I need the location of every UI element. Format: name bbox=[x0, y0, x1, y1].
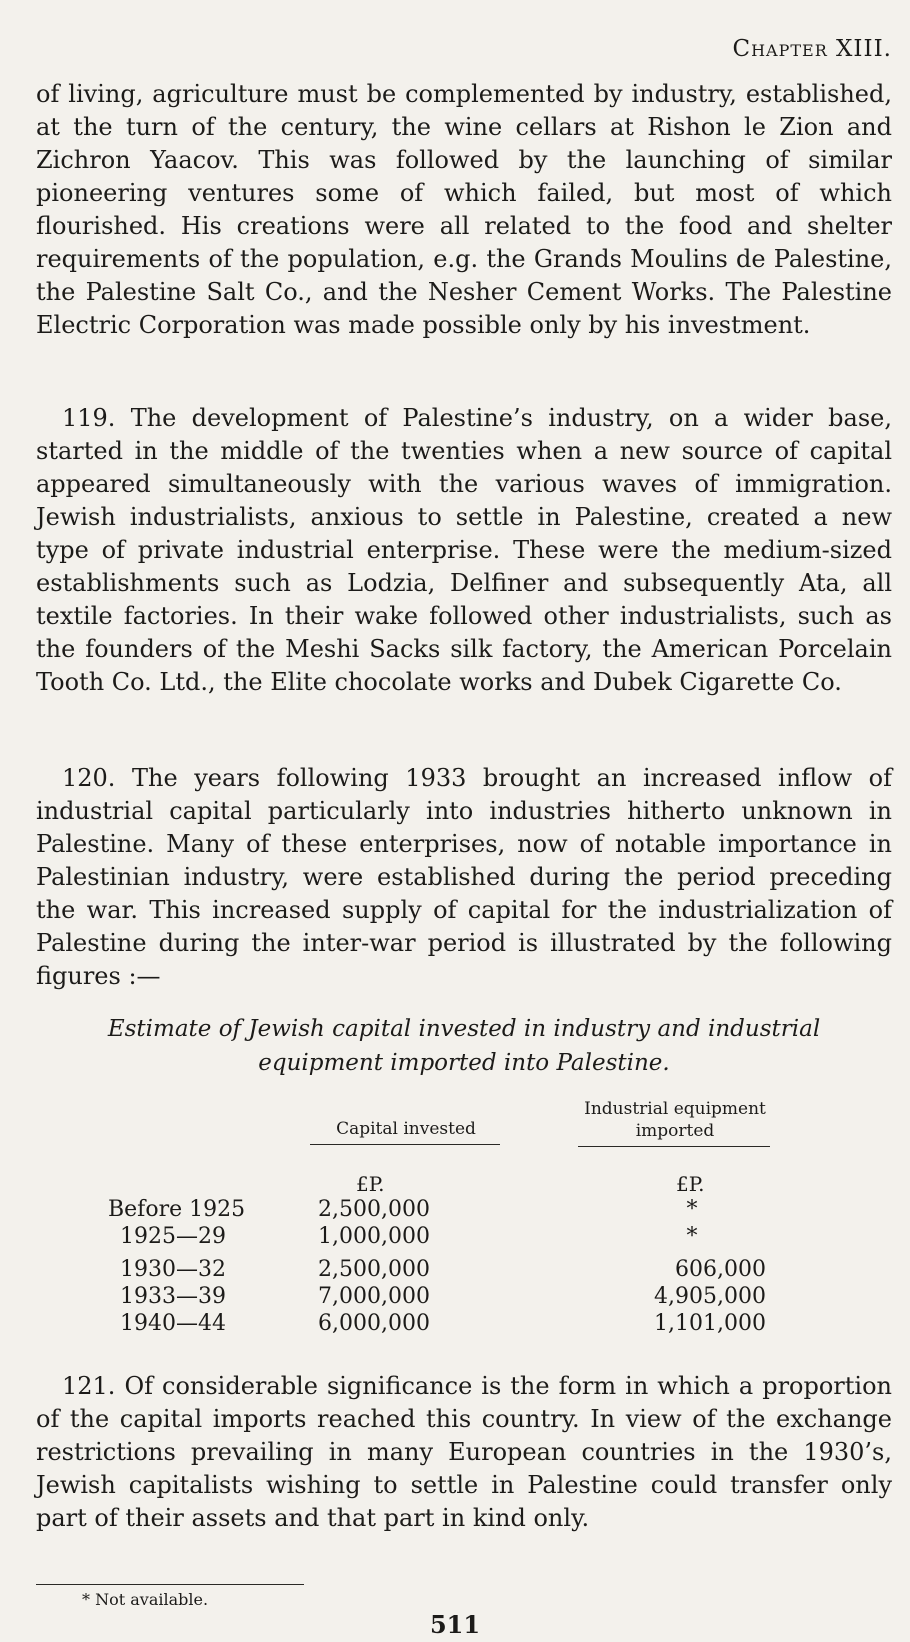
row-equipment: 606,000 bbox=[675, 1257, 766, 1282]
footnote: * Not available. bbox=[82, 1590, 209, 1609]
row-equipment: * bbox=[686, 1224, 698, 1249]
chapter-header: Chapter XIII. bbox=[732, 36, 892, 62]
column-header-capital: Capital invested bbox=[336, 1119, 476, 1139]
row-capital: 2,500,000 bbox=[318, 1197, 430, 1222]
row-equipment: 4,905,000 bbox=[654, 1284, 766, 1309]
column-rule-capital bbox=[310, 1144, 500, 1145]
paragraph-continued: of living, agriculture must be complemented by industry, established, at the turn of the century, the wine cellars at Rishon le Zion and Zichron Yaacov. This was followed by the launching of similar pioneering ventures some of which failed, but most of which flourished. His creations were all related to the food and shelter requirements of the population, e.g. the Grands Moulins de Palestine, the Palestine Salt Co., and the Nesher Cement Works. The Palestine Electric Corporation was made possible only by his investment. bbox=[36, 80, 892, 339]
row-period: Before 1925 bbox=[108, 1197, 246, 1222]
paragraph-121: 121. Of considerable significance is the form in which a proportion of the capital imports reached this country. In view of the exchange restrictions prevailing in many European countries in the 1930’s, Jewish capitalists wishing to settle in Palestine could transfer only part of their assets and that part in kind only. bbox=[36, 1372, 892, 1532]
page-number: 511 bbox=[429, 1610, 481, 1639]
column-header-equipment-line-1: Industrial equipment bbox=[584, 1099, 766, 1119]
row-period: 1940—44 bbox=[120, 1311, 226, 1336]
paragraph-120: 120. The years following 1933 brought an increased inflow of industrial capital particularly into industries hitherto unknown in Palestine. Many of these enterprises, now of notable importance in Palestinian industry, were established during the period preceding the war. This increased supply of capital for the industrialization of Palestine during the inter-war period is illustrated by the following figures :— bbox=[36, 764, 892, 990]
row-period: 1933—39 bbox=[120, 1284, 226, 1309]
row-period: 1930—32 bbox=[120, 1257, 226, 1282]
row-equipment: * bbox=[686, 1197, 698, 1222]
row-capital: 2,500,000 bbox=[318, 1257, 430, 1282]
row-capital: 1,000,000 bbox=[318, 1224, 430, 1249]
row-capital: 6,000,000 bbox=[318, 1311, 430, 1336]
paragraph-119: 119. The development of Palestine’s industry, on a wider base, started in the middle of the twenties when a new source of capital appeared simultaneously with the various waves of immigration. Jewish industrialists, anxious to settle in Palestine, created a new type of private industrial enterprise. These were the medium-sized establishments such as Lodzia, Delfiner and subsequently Ata, all textile factories. In their wake followed other industrialists, such as the founders of the Meshi Sacks silk factory, the American Porcelain Tooth Co. Ltd., the Elite chocolate works and Dubek Cigarette Co. bbox=[36, 404, 892, 696]
unit-capital: £P. bbox=[356, 1172, 385, 1196]
row-period: 1925—29 bbox=[120, 1224, 226, 1249]
unit-equipment: £P. bbox=[676, 1172, 705, 1196]
table-caption-line-2: equipment imported into Palestine. bbox=[258, 1050, 670, 1076]
row-capital: 7,000,000 bbox=[318, 1284, 430, 1309]
column-header-equipment-line-2: imported bbox=[635, 1121, 715, 1141]
footnote-rule bbox=[36, 1584, 304, 1585]
column-rule-equipment bbox=[578, 1146, 770, 1147]
row-equipment: 1,101,000 bbox=[654, 1311, 766, 1336]
table-caption-line-1: Estimate of Jewish capital invested in industry and industrial bbox=[107, 1016, 821, 1042]
